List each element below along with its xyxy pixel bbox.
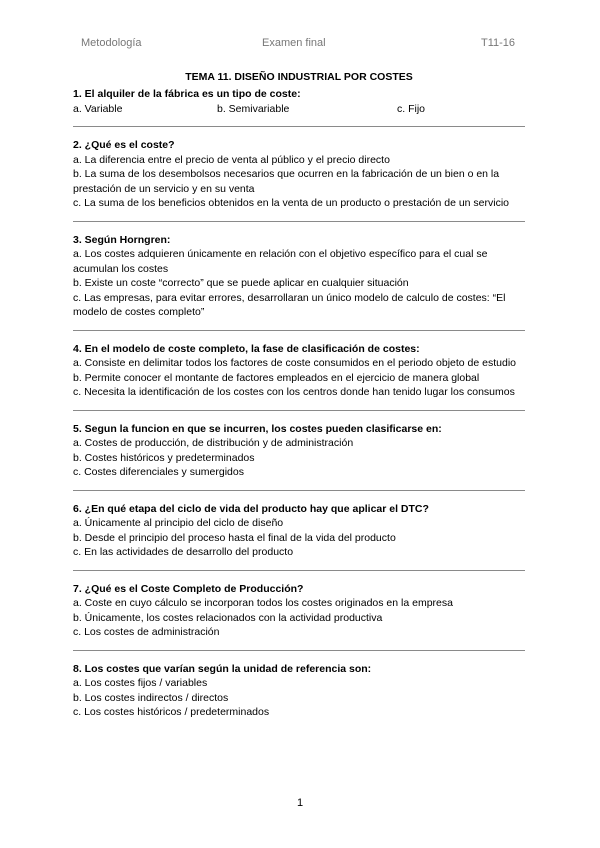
option-b: b. Permite conocer el montante de factores empleados en el ejercicio de manera global bbox=[73, 371, 480, 384]
question-3 bbox=[73, 233, 525, 320]
separator bbox=[73, 490, 525, 491]
question-2 bbox=[73, 138, 525, 211]
option-c: c. La suma de los beneficios obtenidos en la venta de un producto o prestación de un servicio bbox=[73, 197, 510, 209]
question-text: 2. ¿Qué es el coste? bbox=[73, 139, 175, 151]
question-text: 1. El alquiler de la fábrica es un tipo de coste: bbox=[73, 88, 301, 100]
option-a: a. La diferencia entre el precio de venta al público y el precio directo bbox=[73, 153, 390, 166]
option-c: c. Los costes históricos / predeterminados bbox=[73, 706, 270, 718]
header-exam: Examen final bbox=[262, 37, 326, 49]
question-text: 3. Según Horngren: bbox=[73, 233, 171, 246]
option-b: b. Desde el principio del proceso hasta el final de la vida del producto bbox=[73, 531, 396, 544]
page-title: TEMA 11. DISEÑO INDUSTRIAL POR COSTES bbox=[185, 71, 413, 83]
question-5 bbox=[73, 422, 525, 480]
option-b: b. La suma de los desembolsos necesarios que ocurren en la fabricación de un bien o en la prestación de un servicio y en su venta bbox=[73, 168, 500, 195]
option-b: b. Semivariable bbox=[217, 102, 290, 115]
question-8 bbox=[73, 662, 525, 720]
option-c: c. Los costes de administración bbox=[73, 626, 220, 638]
separator bbox=[73, 570, 525, 571]
separator bbox=[73, 330, 525, 331]
option-c: c. Las empresas, para evitar errores, desarrollaran un único modelo de calculo de costes: “El modelo de costes completo” bbox=[73, 291, 506, 318]
exam-content bbox=[73, 70, 525, 720]
option-a: a. Los costes fijos / variables bbox=[73, 677, 208, 689]
question-6 bbox=[73, 502, 525, 560]
option-b: b. Los costes indirectos / directos bbox=[73, 691, 229, 704]
option-a: a. Variable bbox=[73, 102, 123, 115]
page-number: 1 bbox=[296, 797, 304, 809]
separator bbox=[73, 410, 525, 411]
option-c: c. Costes diferenciales y sumergidos bbox=[73, 466, 244, 478]
option-a: a. Consiste en delimitar todos los factores de coste consumidos en el periodo objeto de estudio bbox=[73, 357, 517, 369]
question-4 bbox=[73, 342, 525, 400]
separator bbox=[73, 221, 525, 222]
separator bbox=[73, 126, 525, 127]
question-text: 5. Segun la funcion en que se incurren, los costes pueden clasificarse en: bbox=[73, 422, 442, 435]
header-subject: Metodología bbox=[81, 37, 142, 49]
option-a: a. Los costes adquieren únicamente en relación con el objetivo específico para el cual se acumulan los costes bbox=[73, 248, 488, 275]
question-text: 7. ¿Qué es el Coste Completo de Producción? bbox=[73, 582, 304, 595]
option-c: c. Necesita la identificación de los costes con los centros donde han tenido lugar los consumos bbox=[73, 386, 515, 398]
option-b: b. Únicamente, los costes relacionados con la actividad productiva bbox=[73, 611, 383, 624]
option-c: c. Fijo bbox=[397, 102, 426, 115]
question-text: 8. Los costes que varían según la unidad de referencia son: bbox=[73, 662, 372, 675]
option-a: a. Coste en cuyo cálculo se incorporan todos los costes originados en la empresa bbox=[73, 597, 453, 609]
header-code: T11-16 bbox=[481, 37, 516, 49]
question-text: 6. ¿En qué etapa del ciclo de vida del producto hay que aplicar el DTC? bbox=[73, 502, 429, 515]
option-a: a. Costes de producción, de distribución y de administración bbox=[73, 437, 354, 449]
question-text: 4. En el modelo de coste completo, la fase de clasificación de costes: bbox=[73, 342, 420, 355]
question-1 bbox=[73, 87, 525, 116]
option-a: a. Únicamente al principio del ciclo de diseño bbox=[73, 517, 284, 529]
option-c: c. En las actividades de desarrollo del producto bbox=[73, 546, 294, 558]
options-row bbox=[73, 102, 525, 117]
question-7 bbox=[73, 582, 525, 640]
separator bbox=[73, 650, 525, 651]
option-b: b. Costes históricos y predeterminados bbox=[73, 451, 255, 464]
option-b: b. Existe un coste “correcto” que se puede aplicar en cualquier situación bbox=[73, 277, 409, 289]
